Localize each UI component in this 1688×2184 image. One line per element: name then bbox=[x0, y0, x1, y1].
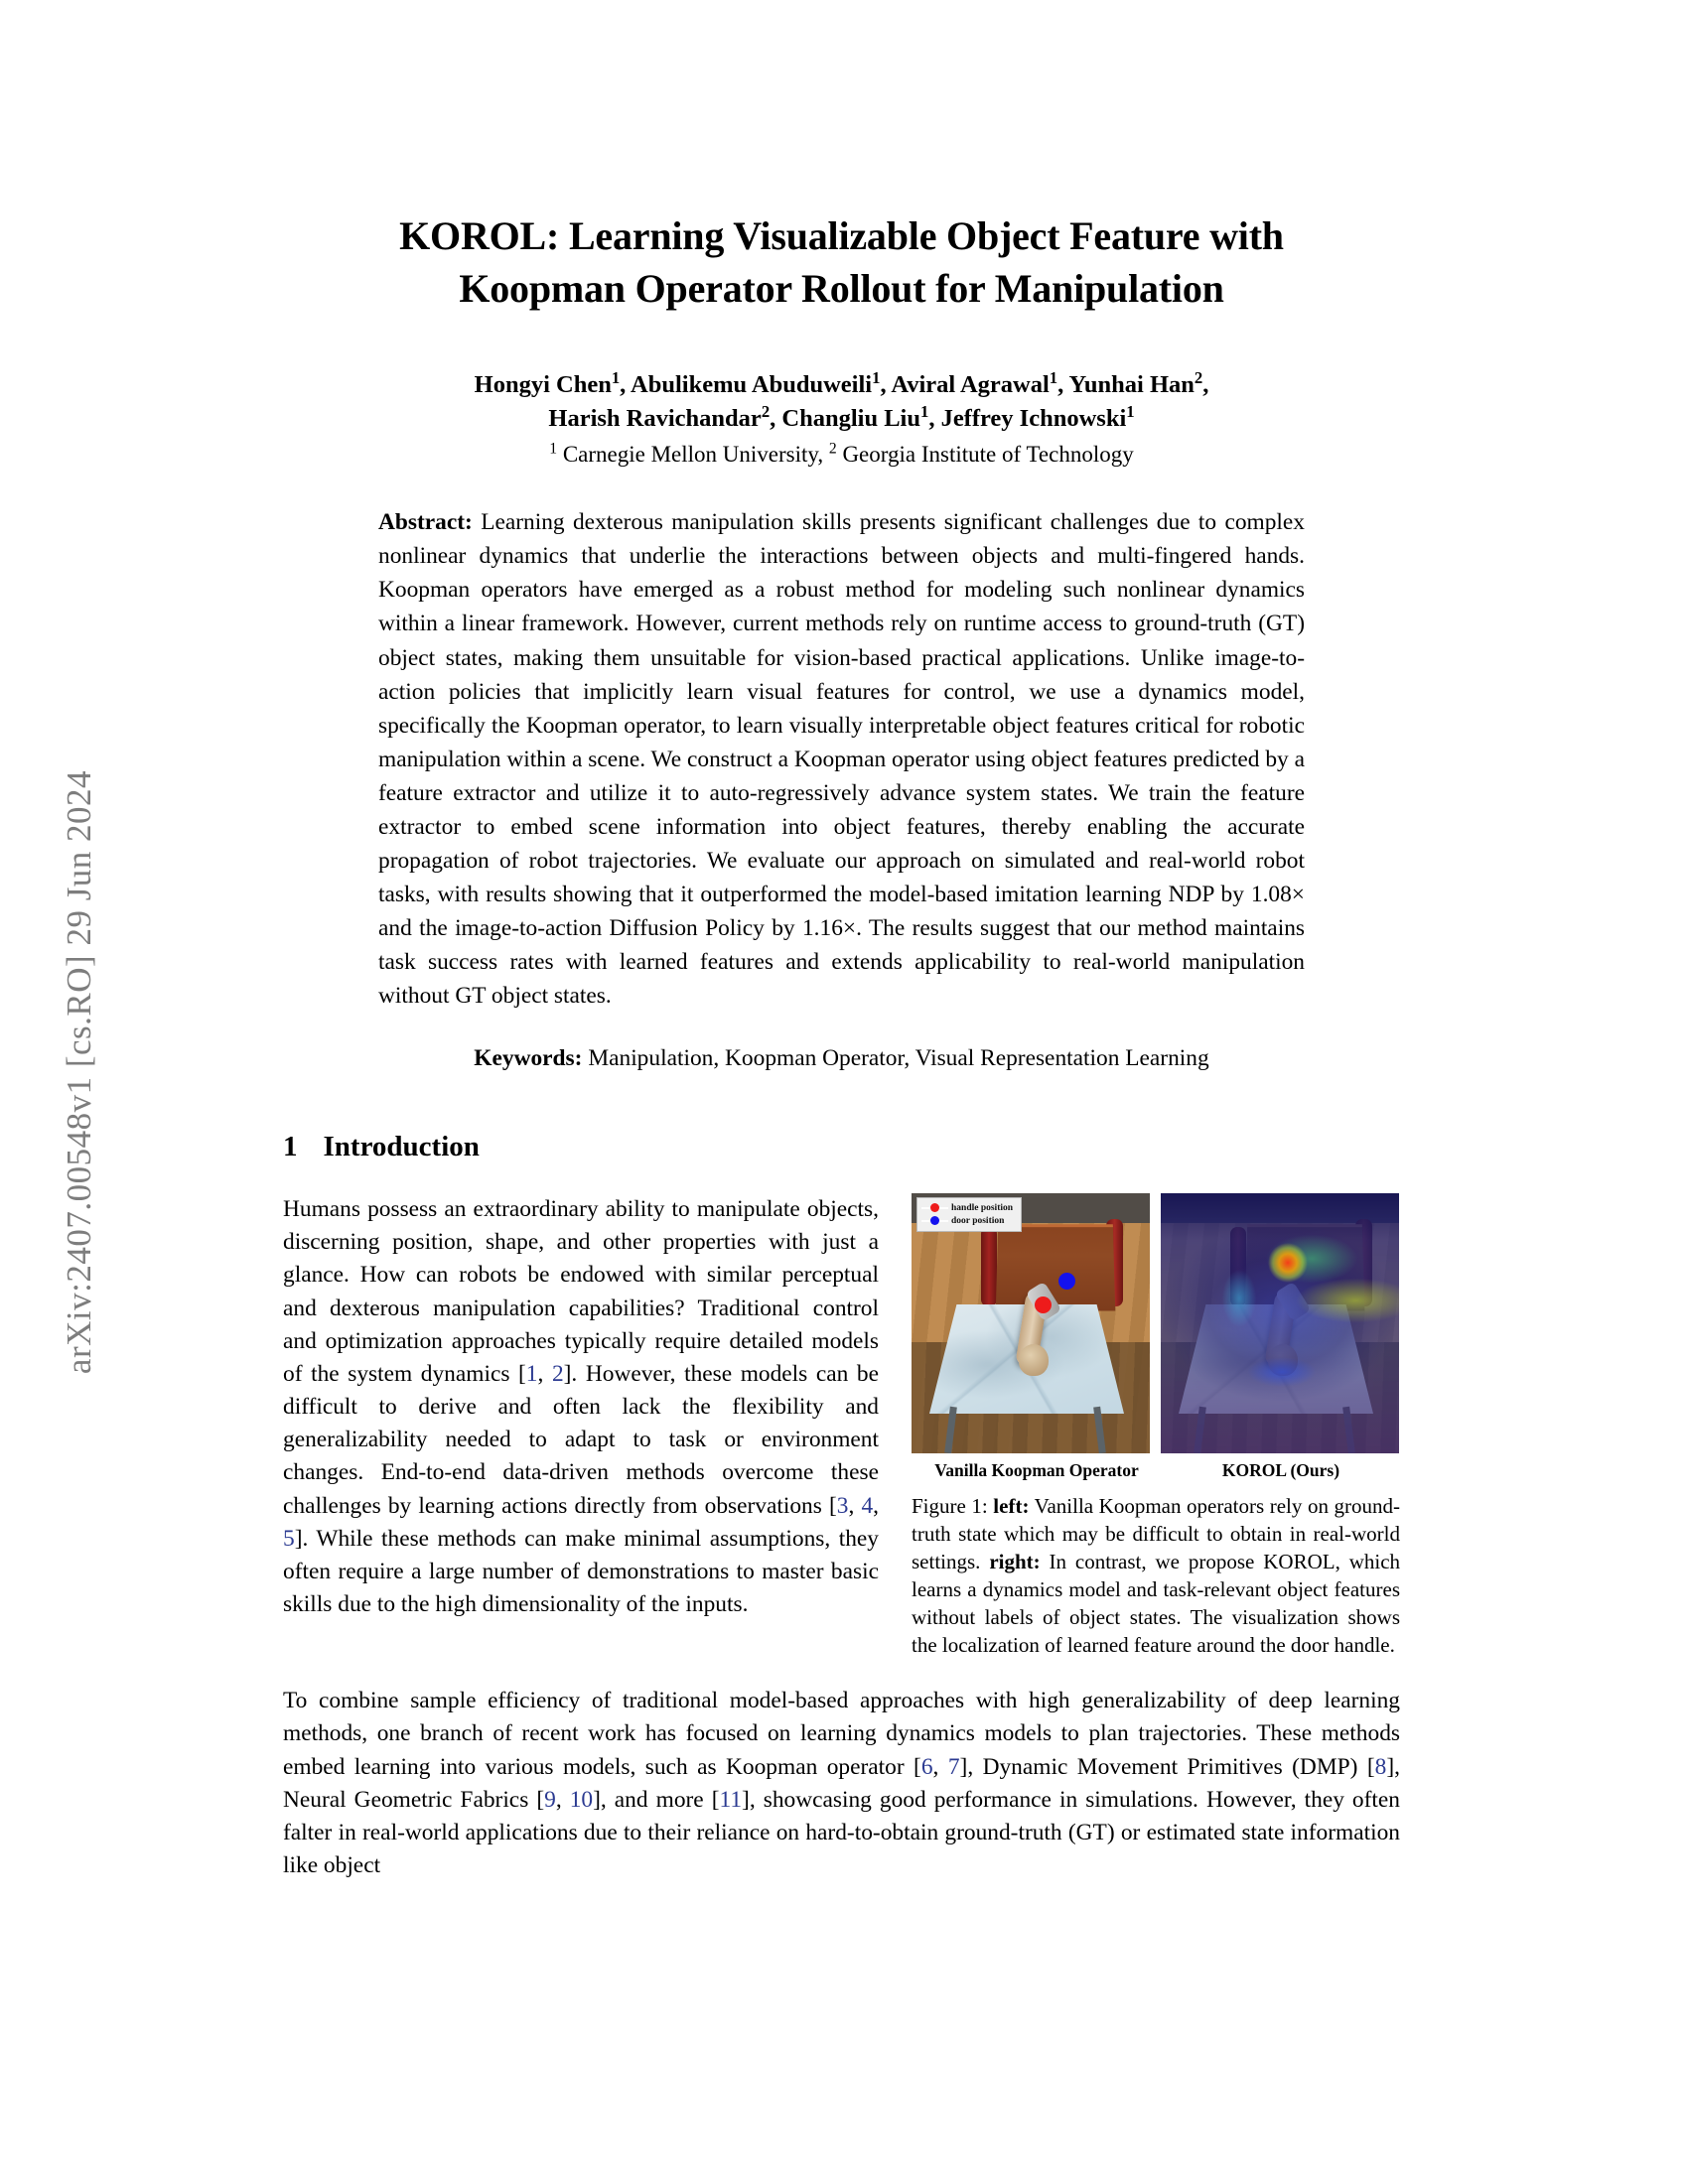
author-list bbox=[283, 368, 1400, 438]
title-line-2: Koopman Operator Rollout for Manipulation bbox=[459, 265, 1224, 311]
citation-link-5[interactable]: 5 bbox=[283, 1525, 295, 1552]
arxiv-stamp-text: arXiv:2407.00548v1 [cs.RO] 29 Jun 2024 bbox=[60, 769, 98, 1375]
scene-post-left bbox=[981, 1227, 997, 1306]
legend-label-door: door position bbox=[951, 1215, 1005, 1226]
figure-caption-number: Figure 1: bbox=[912, 1493, 988, 1518]
title-line-1: KOROL: Learning Visualizable Object Feature with bbox=[399, 213, 1284, 258]
intro-paragraph-1: Humans possess an extraordinary ability to manipulate objects, discerning position, shape, and other properties with just a glance. How can robots be endowed with similar perceptual and dexterous manipulation capabilities? Traditional control and optimization approaches typically require detailed models of the system dynamics [1, 2]. However, these models can be difficult to derive and often lack the flexibility and generalizability needed to adapt to task or environment changes. End-to-end data-driven methods overcome these challenges by learning actions directly from observations [3, 4, 5]. While these methods can make minimal assumptions, they often require a large number of demonstrations to master basic skills due to the high dimensionality of the inputs. bbox=[283, 1195, 879, 1618]
intro-text-column bbox=[283, 1193, 879, 1621]
figure-column bbox=[912, 1193, 1400, 1659]
page-title bbox=[283, 210, 1400, 316]
abstract-section bbox=[283, 505, 1400, 1013]
legend-label-handle: handle position bbox=[951, 1202, 1014, 1213]
citation-link-7[interactable]: 7 bbox=[947, 1753, 960, 1780]
door-position-marker bbox=[1058, 1273, 1075, 1290]
handle-position-marker bbox=[1035, 1297, 1052, 1313]
figure-caption-part-1: Vanilla Koopman operators rely on ground-truth state which may be difficult to obtain in real-world settings. bbox=[912, 1493, 1401, 1574]
figure-panel-labels bbox=[912, 1460, 1400, 1481]
intro-p2-text-e: ], showcasing good performance in simulations. However, they often falter in real-world applications due to their reliance on hard-to-obtain ground-truth (GT) or estimated state information like object bbox=[283, 1786, 1400, 1879]
scene-door bbox=[996, 1224, 1115, 1310]
figure-caption-left-tag: left: bbox=[993, 1493, 1030, 1518]
abstract-text: Learning dexterous manipulation skills presents significant challenges due to complex nonlinear dynamics that underlie the interactions between objects and multi-fingered hands. Koopman operators have emerged as a robust method for modeling such nonlinear dynamics within a linear framework. However, current methods rely on runtime access to ground-truth (GT) object states, making them unsuitable for vision-based practical applications. Unlike image-to-action policies that implicitly learn visual features for control, we use a dynamics model, specifically the Koopman operator, to learn visually interpretable object features critical for robotic manipulation within a scene. We construct a Koopman operator using object features predicted by a feature extractor and utilize it to auto-regressively advance system states. We train the feature extractor to embed scene information into object features, thereby enabling the accurate propagation of robot trajectories. We evaluate our approach on simulated and real-world robot tasks, with results showing that it outperformed the model-based imitation learning NDP by 1.08× and the image-to-action Diffusion Policy by 1.16×. The results suggest that our method maintains task success rates with learned features and extends applicability to real-world manipulation without GT object states. bbox=[378, 509, 1305, 1009]
citation-sep-1: , bbox=[537, 1360, 552, 1387]
panel-label-korol: KOROL (Ours) bbox=[1221, 1459, 1340, 1480]
citation-link-6[interactable]: 6 bbox=[920, 1753, 933, 1780]
citation-link-8[interactable]: 8 bbox=[1374, 1753, 1387, 1780]
citation-link-3[interactable]: 3 bbox=[836, 1492, 849, 1519]
abstract-label: Abstract: bbox=[378, 509, 473, 536]
section-heading-introduction bbox=[283, 1131, 1400, 1163]
citation-link-10[interactable]: 10 bbox=[569, 1786, 594, 1813]
intro-p1-text-a: Humans possess an extraordinary ability to manipulate objects, discerning position, shape, and other properties with just a glance. How can robots be endowed with similar perceptual and dexterous manipulation capabilities? Traditional control and optimization approaches typically require detailed models of the system dynamics [ bbox=[283, 1195, 879, 1387]
affiliation-line: $^1$ Carnegie Mellon University, $^2$ Georgia Institute of Technology bbox=[549, 440, 1134, 468]
intro-p2-text-c: ], Neural Geometric Fabrics [ bbox=[283, 1753, 1400, 1813]
heatmap-overlay bbox=[1161, 1193, 1399, 1453]
citation-link-11[interactable]: 11 bbox=[719, 1786, 743, 1813]
citation-link-1[interactable]: 1 bbox=[525, 1360, 538, 1387]
paper-page bbox=[283, 0, 1400, 2184]
keywords-label: Keywords: bbox=[474, 1045, 583, 1072]
figure-legend bbox=[916, 1197, 1022, 1232]
intro-p2-text-a: To combine sample efficiency of traditional model-based approaches with high generalizability of deep learning methods, one branch of recent work has focused on learning dynamics models to plan trajectories. These methods embed learning into various models, such as Koopman operator [ bbox=[283, 1688, 1400, 1780]
figure-caption-part-2: In contrast, we propose KOROL, which learns a dynamics model and task-relevant object features without labels of object states. The visualization shows the localization of learned feature around the door handle. bbox=[912, 1550, 1401, 1658]
intro-p1-text-c: ]. While these methods can make minimal assumptions, they often require a large number of demonstrations to master basic skills due to the high dimensionality of the inputs. bbox=[283, 1525, 879, 1618]
citation-link-2[interactable]: 2 bbox=[551, 1360, 564, 1387]
intro-paragraph-2: To combine sample efficiency of traditional model-based approaches with high generalizability of deep learning methods, one branch of recent work has focused on learning dynamics models to plan trajectories. These methods embed learning into various models, such as Koopman operator [6, 7], Dynamic Movement Primitives (DMP) [8], Neural Geometric Fabrics [9, 10], and more [11], showcasing good performance in simulations. However, they often falter in real-world applications due to their reliance on hard-to-obtain ground-truth (GT) or estimated state information like object bbox=[283, 1688, 1400, 1879]
arxiv-stamp bbox=[0, 0, 119, 2184]
citation-link-9[interactable]: 9 bbox=[544, 1786, 556, 1813]
figure-1-caption bbox=[912, 1492, 1400, 1659]
section-title: Introduction bbox=[323, 1130, 480, 1162]
citation-link-4[interactable]: 4 bbox=[861, 1492, 874, 1519]
keywords-section bbox=[283, 1042, 1400, 1076]
intro-p2-text-d: ], and more [ bbox=[593, 1786, 720, 1813]
figure-caption-right-tag: right: bbox=[989, 1550, 1041, 1574]
legend-item-door-position bbox=[921, 1215, 1013, 1228]
figure-1-images bbox=[912, 1193, 1400, 1453]
author-line-2: Harish Ravichandar$^2$, Changliu Liu$^1$, Jeffrey Ichnowski$^1$ bbox=[548, 402, 1135, 433]
keywords-text: Manipulation, Koopman Operator, Visual Representation Learning bbox=[588, 1045, 1209, 1072]
handle-position-swatch bbox=[921, 1207, 948, 1209]
feature-heatmap-visualization bbox=[1161, 1193, 1399, 1453]
door-position-swatch bbox=[921, 1220, 948, 1222]
scene-robot-hand bbox=[1019, 1344, 1049, 1376]
legend-item-handle-position bbox=[921, 1202, 1013, 1215]
figure-panel-vanilla bbox=[912, 1193, 1150, 1453]
author-line-1: Hongyi Chen$^1$, Abulikemu Abuduweili$^1$, Aviral Agrawal$^1$, Yunhai Han$^2$, bbox=[474, 367, 1209, 398]
intro-p2-text-b: ], Dynamic Movement Primitives (DMP) [ bbox=[959, 1753, 1375, 1780]
figure-panel-korol bbox=[1161, 1193, 1399, 1453]
two-column-region bbox=[283, 1193, 1400, 1883]
section-number: 1 bbox=[283, 1130, 298, 1162]
intro-p1-text-b: ]. However, these models can be difficult to derive and often lack the flexibility and generalizability needed to adapt to task or environment changes. End-to-end data-driven methods overcome these challenges by learning actions directly from observations [ bbox=[283, 1360, 879, 1519]
panel-label-vanilla: Vanilla Koopman Operator bbox=[934, 1459, 1139, 1480]
